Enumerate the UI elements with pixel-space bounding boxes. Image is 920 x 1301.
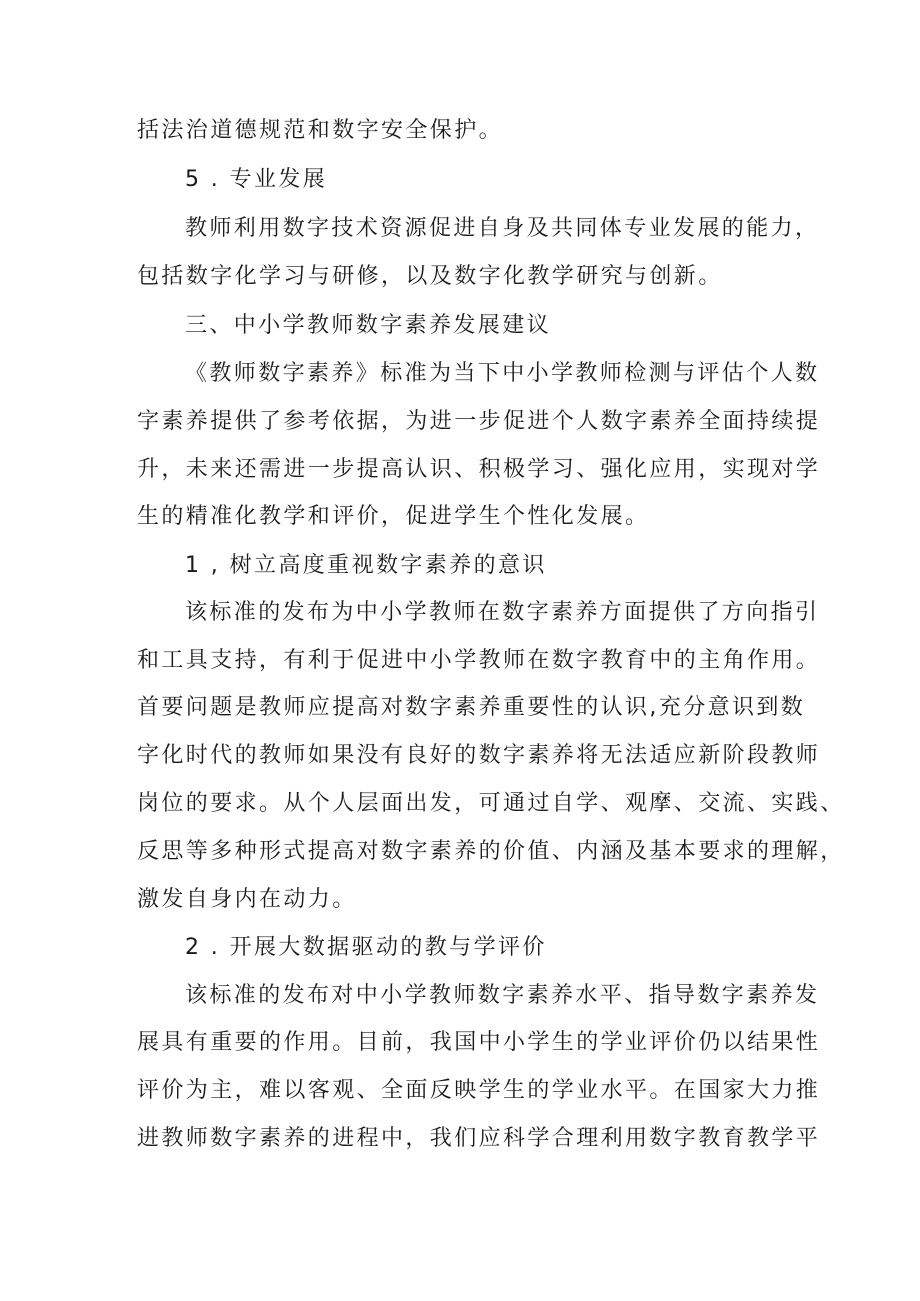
text-line: 《教师数字素养》标准为当下中小学教师检测与评估个人数	[185, 361, 820, 386]
text-line: 评价为主，难以客观、全面反映学生的学业水平。在国家大力推	[137, 1078, 821, 1103]
text-line: 字化时代的教师如果没有良好的数字素养将无法适应新阶段教师	[137, 743, 821, 768]
text-line: 升，未来还需进一步提高认识、积极学习、强化应用，实现对学	[137, 457, 821, 482]
text-line: 括法治道德规范和数字安全保护。	[137, 118, 504, 143]
text-line: 展具有重要的作用。目前，我国中小学生的学业评价仍以结果性	[137, 1030, 821, 1055]
text-line: 和工具支持，有利于促进中小学教师在数字教育中的主角作用。	[137, 648, 821, 673]
text-line: 生的精准化教学和评价，促进学生个性化发展。	[137, 504, 650, 529]
section-heading: 2 . 开展大数据驱动的教与学评价	[185, 935, 547, 960]
text-line: 字素养提供了参考依据，为进一步促进个人数字素养全面持续提	[137, 409, 821, 434]
text-line: 教师利用数字技术资源促进自身及共同体专业发展的能力，	[185, 216, 820, 241]
text-line: 岗位的要求。从个人层面出发，可通过自学、观摩、交流、实践、	[137, 791, 845, 816]
text-line: 激发自身内在动力。	[137, 887, 357, 912]
section-heading: 5 . 专业发展	[185, 167, 328, 192]
text-line: 包括数字化学习与研修，以及数字化教学研究与创新。	[137, 264, 723, 289]
text-line: 该标准的发布对中小学教师数字素养水平、指导数字素养发	[185, 983, 820, 1008]
text-line: 进教师数字素养的进程中，我们应科学合理利用数字教育教学平	[137, 1126, 821, 1151]
chapter-heading: 三、中小学教师数字素养发展建议	[185, 313, 552, 338]
text-line: 反思等多种形式提高对数字素养的价值、内涵及基本要求的理解，	[137, 839, 845, 864]
text-line: 该标准的发布为中小学教师在数字素养方面提供了方向指引	[185, 600, 820, 625]
text-line: 首要问题是教师应提高对数字素养重要性的认识,充分意识到数	[137, 695, 806, 720]
section-heading: 1 , 树立高度重视数字素养的意识	[185, 553, 547, 578]
